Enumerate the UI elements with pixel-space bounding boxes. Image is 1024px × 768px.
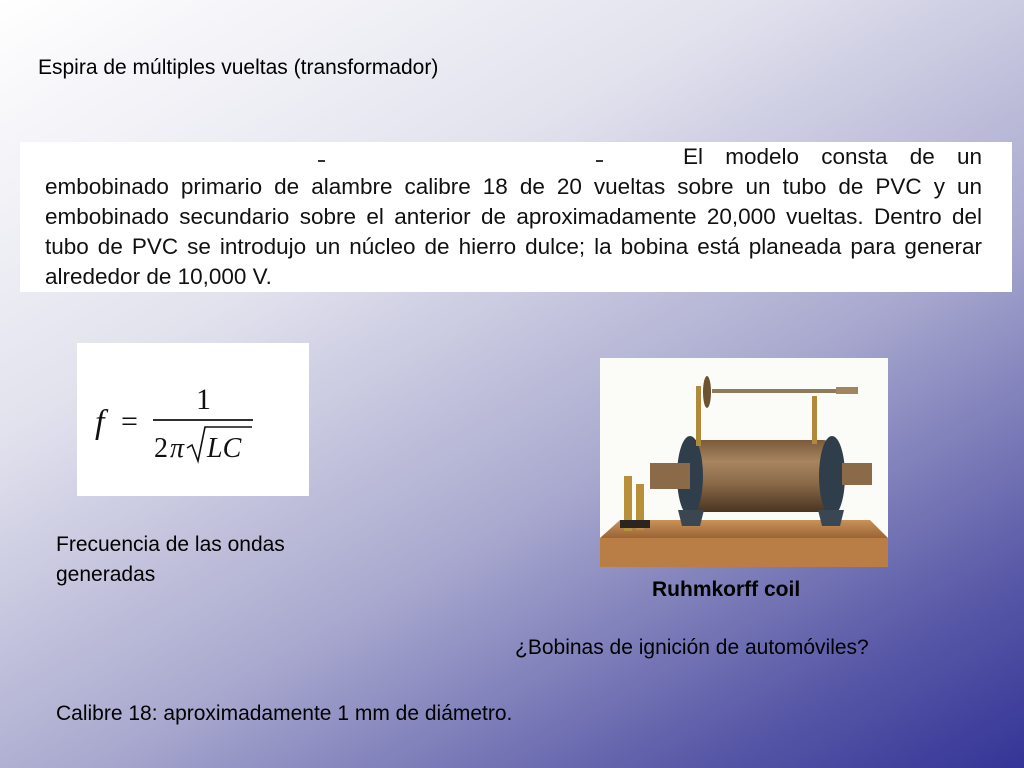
- rod-handle: [836, 387, 858, 394]
- formula-pi: π: [170, 433, 185, 464]
- formula-graphic: [77, 343, 309, 496]
- stand-left: [678, 510, 704, 526]
- coil-illustration: [600, 358, 888, 567]
- interrupter-disc: [703, 376, 711, 408]
- formula-caption: Frecuencia de las ondas generadas: [56, 533, 285, 586]
- coil-cylinder: [685, 440, 835, 512]
- frequency-formula: [77, 343, 309, 496]
- core-left: [650, 463, 690, 489]
- wood-base: [600, 538, 888, 567]
- interrupter-post: [696, 386, 701, 446]
- gauge-note: Calibre 18: aproximadamente 1 mm de diámetro.: [56, 702, 513, 725]
- spark-rod: [712, 389, 842, 393]
- stand-right: [818, 510, 844, 526]
- ruhmkorff-coil-photo: [600, 358, 888, 567]
- terminal-base: [620, 520, 650, 528]
- formula-numerator: 1: [196, 383, 211, 416]
- spark-post: [812, 396, 817, 444]
- formula-two: 2: [154, 433, 168, 464]
- ignition-question: ¿Bobinas de ignición de automóviles?: [515, 636, 869, 659]
- coil-caption: Ruhmkorff coil: [652, 578, 801, 601]
- coil-end-right: [819, 436, 845, 516]
- description-box: [20, 142, 1012, 292]
- formula-radicand: LC: [207, 433, 242, 464]
- slide-title: Espira de múltiples vueltas (transformador): [38, 56, 439, 79]
- formula-lhs: f: [95, 404, 105, 441]
- core-right: [842, 463, 872, 485]
- formula-equals: =: [121, 405, 138, 438]
- description-text: El modelo consta de un embobinado primario de alambre calibre 18 de 20 vueltas sobre un tubo de PVC y un embobinado secundario sobre el anterior de aproximadamente 20,000 vueltas. Dentro del tubo de PVC se introdujo un núcleo de hierro dulce; la bobina está planeada para generar alrededor de 10,000 V.: [45, 144, 982, 289]
